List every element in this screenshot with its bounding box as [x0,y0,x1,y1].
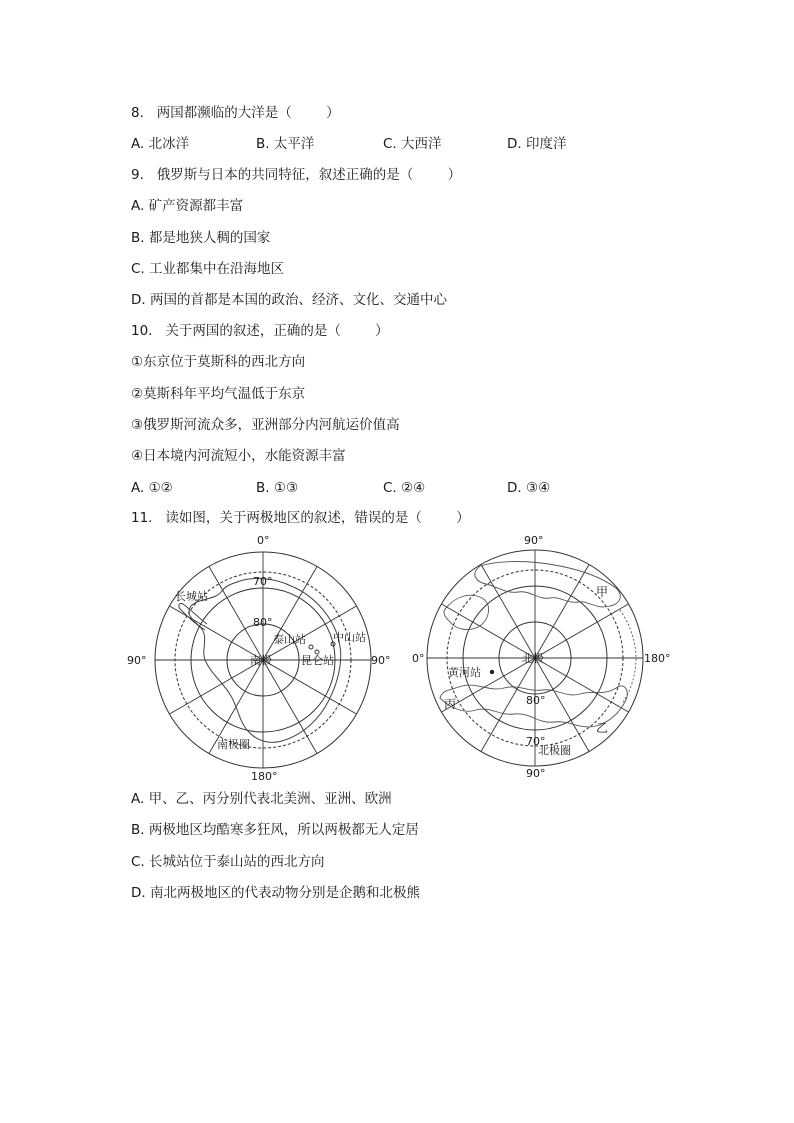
q10-statement-3: ③俄罗斯河流众多，亚洲部分内河航运价值高 [131,417,400,433]
north-lat70: 70° [526,735,546,748]
huanghe-station-marker [490,670,494,674]
q8-option-a: A. 北冰洋 [131,136,190,152]
q10-option-d: D. ③④ [507,480,551,496]
south-lat80: 80° [253,616,273,629]
jia-label: 甲 [596,585,609,599]
taishan-station-marker [309,645,313,649]
q11-stem: 11. 读如图，关于两极地区的叙述，错误的是（ ） [131,510,470,526]
south-deg-right: 90° [371,654,391,667]
q8-option-d: D. 印度洋 [507,136,567,152]
south-lat70: 70° [253,575,273,588]
huanghe-station-label: 黄河站 [448,666,481,679]
north-pole-map [410,530,685,785]
south-deg-top: 0° [257,534,270,547]
greenland-coast [444,595,489,629]
q9-stem: 9. 俄罗斯与日本的共同特征，叙述正确的是（ ） [131,167,462,183]
yi-label: 乙 [596,721,609,735]
q10-option-b: B. ①③ [256,480,299,496]
kunlun-station-label: 昆仑站 [301,654,334,667]
zhongshan-station-label: 中山站 [333,631,366,644]
q10-statement-1: ①东京位于莫斯科的西北方向 [131,354,306,370]
q9-option-a: A. 矿产资源都丰富 [131,198,244,214]
arctic-circle-label: 北极圈 [538,744,571,757]
q10-option-a: A. ①② [131,480,173,496]
q9-option-c: C. 工业都集中在沿海地区 [131,261,285,277]
q8-option-c: C. 大西洋 [383,136,442,152]
north-pole-label: 北极 [522,652,544,665]
bing-label: 丙 [444,697,457,711]
q10-stem: 10. 关于两国的叙述，正确的是（ ） [131,323,389,339]
q11-option-a: A. 甲、乙、丙分别代表北美洲、亚洲、欧洲 [131,791,392,807]
q11-option-d: D. 南北两极地区的代表动物分别是企鹅和北极熊 [131,885,420,901]
q10-statement-2: ②莫斯科年平均气温低于东京 [131,386,306,402]
q8-stem: 8. 两国都濒临的大洋是（ ） [131,105,340,121]
q9-option-d: D. 两国的首都是本国的政治、经济、文化、交通中心 [131,292,447,308]
q9-option-b: B. 都是地狭人稠的国家 [131,230,271,246]
north-deg-left: 0° [412,652,425,665]
q11-option-b: B. 两极地区均酷寒多狂风，所以两极都无人定居 [131,822,419,838]
q11-option-c: C. 长城站位于泰山站的西北方向 [131,854,325,870]
north-deg-bottom: 90° [526,767,546,780]
south-deg-bottom: 180° [251,770,278,783]
asia-east-coast [620,610,636,704]
antarctic-circle-label: 南极圈 [217,738,250,751]
south-deg-left: 90° [127,654,147,667]
changcheng-station-label: 长城站 [175,590,208,603]
taishan-station-label: 泰山站 [273,633,306,646]
q10-statement-4: ④日本境内河流短小，水能资源丰富 [131,448,346,464]
north-lat80: 80° [526,694,546,707]
q10-option-c: C. ②④ [383,480,426,496]
north-deg-top: 90° [524,534,544,547]
south-pole-map [125,530,400,785]
q8-option-b: B. 太平洋 [256,136,315,152]
south-pole-label: 南极 [250,654,272,667]
north-deg-right: 180° [644,652,671,665]
